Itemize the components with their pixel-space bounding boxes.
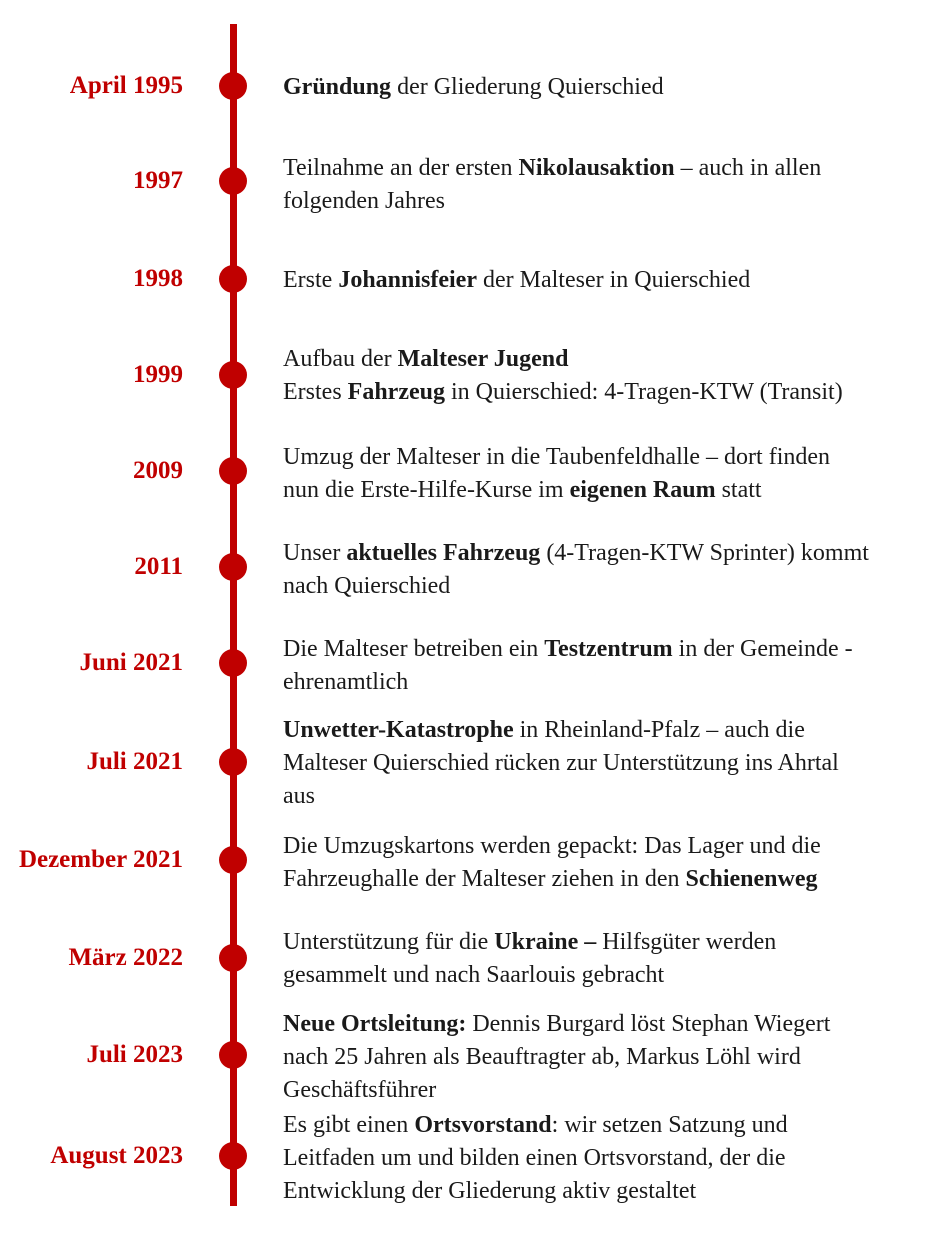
entry-description (283, 1008, 947, 1107)
description-line (283, 1175, 947, 1208)
entry-date: März 2022 (68, 943, 183, 971)
description-text: nun die Erste-Hilfe-Kurse im (283, 477, 570, 503)
entry-date: 2011 (134, 552, 183, 580)
entry-description (283, 714, 947, 813)
entry-date: 1998 (133, 264, 183, 292)
description-line (283, 830, 947, 863)
entry-date: Juli 2023 (86, 1040, 183, 1068)
entry-description (283, 152, 947, 218)
description-line (283, 376, 947, 409)
description-text: aus (283, 783, 315, 809)
description-text: Aufbau der (283, 346, 398, 372)
description-text: Erstes (283, 379, 348, 405)
description-text: Erste (283, 267, 339, 293)
highlight-text: Unwetter-Katastrophe (283, 717, 514, 743)
description-text: folgenden Jahres (283, 188, 445, 214)
timeline-dot (219, 748, 247, 776)
description-text: nach 25 Jahren als Beauftragter ab, Markus Löhl wird (283, 1044, 801, 1070)
description-text: Es gibt einen (283, 1112, 415, 1138)
description-line (283, 633, 947, 666)
entry-description (283, 537, 947, 603)
description-line (283, 537, 947, 570)
entry-description (283, 830, 947, 896)
entry-date: April 1995 (69, 71, 183, 99)
entry-description (283, 926, 947, 992)
description-line (283, 926, 947, 959)
highlight-text: Neue Ortsleitung: (283, 1011, 467, 1037)
highlight-text: aktuelles Fahrzeug (346, 540, 541, 566)
highlight-text: Testzentrum (544, 636, 673, 662)
description-text: Entwicklung der Gliederung aktiv gestaltet (283, 1178, 697, 1204)
entry-date: 2009 (133, 456, 183, 484)
description-line (283, 71, 947, 104)
description-line (283, 264, 947, 297)
timeline-dot (219, 457, 247, 485)
description-text: Unser (283, 540, 347, 566)
timeline-dot (219, 846, 247, 874)
description-line (283, 441, 947, 474)
highlight-text: Fahrzeug (347, 379, 445, 405)
highlight-text: Nikolausaktion (518, 155, 675, 181)
description-text: : wir setzen Satzung und (551, 1112, 788, 1138)
timeline-dot (219, 553, 247, 581)
description-text: Leitfaden um und bilden einen Ortsvorstand, der die (283, 1145, 786, 1171)
highlight-text: Ortsvorstand (414, 1112, 552, 1138)
description-line (283, 1008, 947, 1041)
entry-description (283, 71, 947, 104)
timeline-dot (219, 1041, 247, 1069)
timeline-dot (219, 265, 247, 293)
entry-description (283, 1109, 947, 1208)
description-line (283, 1041, 947, 1074)
description-line (283, 343, 947, 376)
description-text: nach Quierschied (283, 573, 451, 599)
description-text: statt (715, 477, 762, 503)
timeline-dot (219, 649, 247, 677)
entry-date: 1999 (133, 360, 183, 388)
highlight-text: Gründung (283, 74, 392, 100)
description-line (283, 780, 947, 813)
description-text: ehrenamtlich (283, 669, 409, 695)
description-line (283, 570, 947, 603)
description-line (283, 474, 947, 507)
highlight-text: Malteser Jugend (397, 346, 569, 372)
description-line (283, 1109, 947, 1142)
description-text: Die Umzugskartons werden gepackt: Das Lager und die (283, 833, 821, 859)
description-text: – auch in allen (674, 155, 822, 181)
highlight-text: Ukraine – (494, 929, 597, 955)
description-line (283, 863, 947, 896)
highlight-text: Schienenweg (685, 866, 818, 892)
highlight-text: Johannisfeier (338, 267, 477, 293)
description-text: Die Malteser betreiben ein (283, 636, 545, 662)
description-text: (4-Tragen-KTW Sprinter) kommt (540, 540, 869, 566)
entry-description (283, 264, 947, 297)
entry-date: August 2023 (50, 1141, 183, 1169)
entry-description (283, 441, 947, 507)
description-text: der Malteser in Quierschied (476, 267, 751, 293)
description-line (283, 185, 947, 218)
description-text: gesammelt und nach Saarlouis gebracht (283, 962, 665, 988)
description-text: Geschäftsführer (283, 1077, 437, 1103)
entry-date: Juni 2021 (79, 648, 183, 676)
description-line (283, 1142, 947, 1175)
description-line (283, 152, 947, 185)
timeline-dot (219, 1142, 247, 1170)
description-text: der Gliederung Quierschied (391, 74, 664, 100)
description-text: in Quierschied: 4-Tragen-KTW (Transit) (444, 379, 843, 405)
description-line (283, 714, 947, 747)
description-text: Teilnahme an der ersten (283, 155, 519, 181)
timeline-dot (219, 72, 247, 100)
description-text: Unterstützung für die (283, 929, 495, 955)
timeline-dot (219, 167, 247, 195)
entry-date: Dezember 2021 (18, 845, 183, 873)
entry-date: Juli 2021 (86, 747, 183, 775)
description-line (283, 747, 947, 780)
entry-date: 1997 (133, 166, 183, 194)
timeline-axis (230, 24, 237, 1206)
entry-description (283, 633, 947, 699)
description-line (283, 666, 947, 699)
description-line (283, 1074, 947, 1107)
highlight-text: eigenen Raum (569, 477, 716, 503)
description-text: Malteser Quierschied rücken zur Unterstützung ins Ahrtal (283, 750, 839, 776)
description-text: Dennis Burgard löst Stephan Wiegert (466, 1011, 831, 1037)
description-text: in der Gemeinde - (672, 636, 853, 662)
description-text: Hilfsgüter werden (596, 929, 777, 955)
description-text: Fahrzeughalle der Malteser ziehen in den (283, 866, 686, 892)
description-text: in Rheinland-Pfalz – auch die (513, 717, 805, 743)
description-line (283, 959, 947, 992)
description-text: Umzug der Malteser in die Taubenfeldhalle – dort finden (283, 444, 831, 470)
entry-description (283, 343, 947, 409)
timeline-dot (219, 361, 247, 389)
timeline-dot (219, 944, 247, 972)
